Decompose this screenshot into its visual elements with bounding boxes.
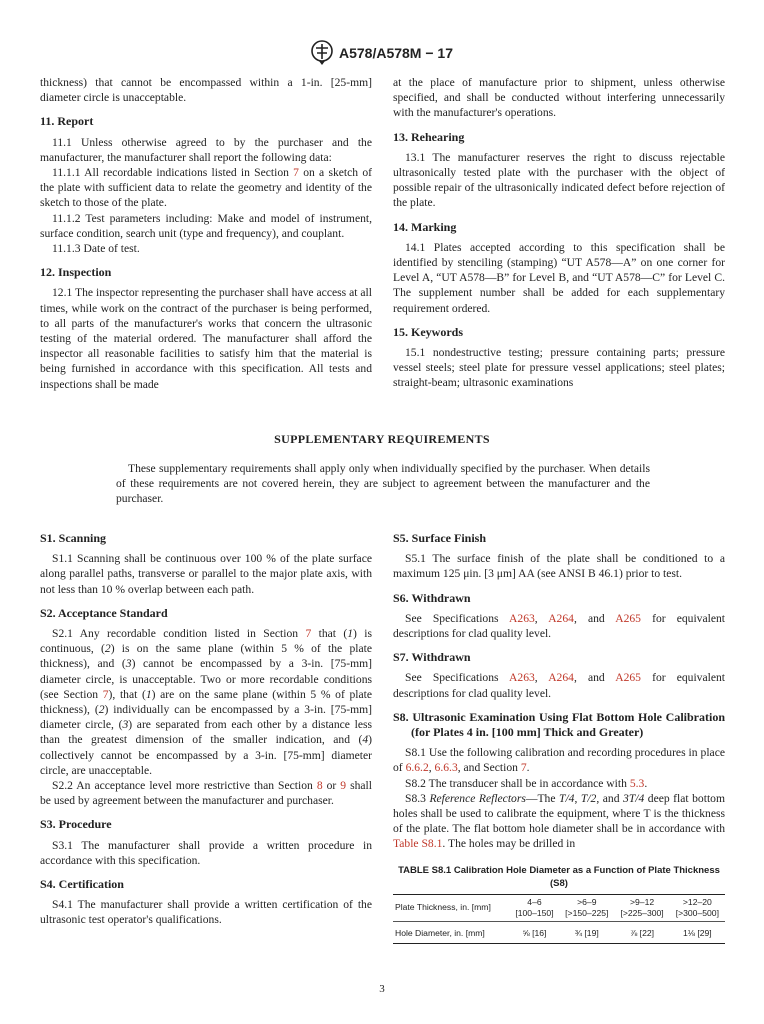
- spec-link[interactable]: A265: [615, 671, 641, 685]
- paragraph-s3-1: S3.1 The manufacturer shall provide a written procedure in accordance with this specification.: [40, 838, 372, 867]
- paragraph-s8-1: S8.1 Use the following calibration and recording procedures in place of 6.6.2, 6.6.3, and Section 7.: [393, 746, 725, 775]
- spec-link[interactable]: A265: [615, 611, 641, 625]
- section-heading-keywords: 15. Keywords: [393, 324, 463, 339]
- table-row: [393, 921, 725, 943]
- paragraph-14-1: 14.1 Plates accepted according to this specification shall be identified by stenciling (stamping) “UT A578—A” on one corner for Level A, “UT A578—B” for Level B, and “UT A578—C” for Level C. The supplement number shall be added for each supplementary requirement ordered.: [393, 240, 725, 315]
- paragraph-13-1: 13.1 The manufacturer reserves the right to discuss rejectable ultrasonically tested plate with the purchaser with the object of possible repair of the ultrasonically indicated defect before rejection of the plate.: [393, 150, 725, 210]
- paragraph-11-1-2: 11.1.2 Test parameters including: Make and model of instrument, surface condition, search unit (type and frequency), and couplant.: [40, 211, 372, 240]
- section-heading-procedure: S3. Procedure: [40, 817, 112, 832]
- continued-paragraph: at the place of manufacture prior to shipment, unless otherwise specified, and shall be conducted without interfering unnecessarily with the manufacturer's operations.: [393, 76, 725, 120]
- table-cell: ⅞ [22]: [614, 921, 669, 943]
- spec-link[interactable]: A264: [548, 611, 574, 625]
- section-heading-marking: 14. Marking: [393, 219, 457, 234]
- section-heading-s8: S8. Ultrasonic Examination Using Flat Bottom Hole Calibration (for Plates 4 in. [100 mm] Thick and Greater): [393, 709, 725, 740]
- paragraph-s6: See Specifications A263, A264, and A265 for equivalent descriptions for clad quality level.: [393, 611, 726, 641]
- bottom-left-column: [40, 531, 372, 928]
- section-heading-report: 11. Report: [40, 114, 94, 129]
- section-link[interactable]: 8: [316, 779, 323, 793]
- continued-paragraph: thickness) that cannot be encompassed within a 1-in. [25-mm] diameter circle is unacceptable.: [40, 76, 372, 105]
- section-link[interactable]: 9: [340, 779, 347, 793]
- section-link[interactable]: 7: [293, 166, 299, 180]
- section-heading-withdrawn-s7: S7. Withdrawn: [393, 650, 471, 665]
- bottom-right-column: [393, 531, 725, 944]
- spec-link[interactable]: A264: [548, 671, 574, 685]
- section-heading-acceptance-standard: S2. Acceptance Standard: [40, 605, 168, 620]
- paragraph-s8-3: S8.3 Reference Reflectors—The T/4, T/2, and 3T/4 deep flat bottom holes shall be used to calibrate the equipment, where T is the thickness of the plate. The flat bottom hole diameter shall be in accordance with Table S8.1. The holes may be drilled in: [393, 791, 725, 851]
- paragraph-s4-1: S4.1 The manufacturer shall provide a written certification of the ultrasonic test operator's qualifications.: [40, 898, 372, 927]
- paragraph-s1-1: S1.1 Scanning shall be continuous over 100 % of the plate surface along parallel paths, transverse or parallel to the major plate axis, with not less than 10 % overlap between each path.: [40, 552, 372, 596]
- row-label: Hole Diameter, in. [mm]: [393, 921, 510, 943]
- page-number: 3: [379, 983, 385, 995]
- spec-link[interactable]: A263: [509, 611, 535, 625]
- table-cell: 4–6 [100–150]: [510, 894, 559, 921]
- section-link[interactable]: 7: [520, 761, 527, 775]
- table-cell: ¾ [19]: [559, 921, 614, 943]
- page-header: [0, 40, 764, 66]
- section-link[interactable]: 7: [305, 627, 312, 641]
- paragraph-s5-1: S5.1 The surface finish of the plate shall be conditioned to a maximum 125 μin. [3 μm] AA (see ANSI B 46.1) prior to test.: [393, 552, 725, 581]
- calibration-table: [393, 894, 725, 944]
- table-cell: ⅝ [16]: [510, 921, 559, 943]
- paragraph-12-1: 12.1 The inspector representing the purchaser shall have access at all times, while work on the contract of the purchaser is being performed, to all parts of the manufacturer's works that concern the ultrasonic testing of the material ordered. The manufacturer shall afford the inspector all reasonable facilities to satisfy him that the material is being furnished in accordance with this specification. All tests and inspections shall be made: [40, 286, 372, 391]
- paragraph-15-1: 15.1 nondestructive testing; pressure containing parts; pressure vessel steels; steel plate for pressure vessel applications; steel plates; straight-beam; ultrasonic examinations: [393, 346, 725, 390]
- section-heading-scanning: S1. Scanning: [40, 531, 107, 545]
- section-heading-rehearing: 13. Rehearing: [393, 129, 465, 144]
- section-heading-withdrawn-s6: S6. Withdrawn: [393, 590, 471, 605]
- paragraph-s2-1: S2.1 Any recordable condition listed in Section 7 that (1) is continuous, (2) is on the same plane (within 5 % of the plate thickness), and (3) cannot be encompassed by a 3-in. [75-mm] diameter circle, is unacceptable. Two or more recordable conditions (see Section 7), that (1) are on the same plane (within 5 % of plate thickness), (2) individually can be encompassed by a 3-in. [75-mm] diameter circle, (3) are separated from each other by a distance less than the greatest dimension of the smaller indication, and (4) collectively cannot be encompassed by a 3-in. [75-mm] diameter circle, are unacceptable.: [40, 627, 373, 777]
- spec-link[interactable]: A263: [509, 671, 535, 685]
- table-title: TABLE S8.1 Calibration Hole Diameter as a Function of Plate Thickness (S8): [398, 864, 720, 889]
- table-cell: >6–9 [>150–225]: [559, 894, 614, 921]
- table-row: [393, 894, 725, 921]
- table-link[interactable]: Table S8.1: [393, 837, 443, 851]
- paragraph-s8-2: S8.2 The transducer shall be in accordance with 5.3.: [405, 776, 648, 790]
- supplementary-title: SUPPLEMENTARY REQUIREMENTS: [274, 432, 490, 446]
- top-right-column: [393, 75, 725, 391]
- section-link[interactable]: 6.6.3: [434, 761, 458, 775]
- row-label: Plate Thickness, in. [mm]: [393, 894, 510, 921]
- paragraph-11-1-1: 11.1.1 All recordable indications listed in Section 7 on a sketch of the plate with sufficient data to relate the geometry and identity of the sketch to those of the plate.: [40, 166, 372, 210]
- paragraph-s2-2: S2.2 An acceptance level more restrictive than Section 8 or 9 shall be used by agreement between the manufacturer and purchaser.: [40, 779, 372, 808]
- paragraph-11-1: 11.1 Unless otherwise agreed to by the purchaser and the manufacturer, the manufacturer shall report the following data:: [40, 135, 372, 164]
- section-link[interactable]: 7: [102, 687, 109, 701]
- section-heading-inspection: 12. Inspection: [40, 265, 112, 280]
- table-cell: 1⅛ [29]: [670, 921, 725, 943]
- document-title: A578/A578M − 17: [338, 45, 454, 61]
- supplementary-intro: These supplementary requirements shall apply only when individually specified by the purchaser. When details of these requirements are not covered herein, they are subject to agreement between the manufacturer and the purchaser.: [116, 462, 650, 506]
- section-heading-certification: S4. Certification: [40, 877, 124, 892]
- paragraph-11-1-3: 11.1.3 Date of test.: [52, 242, 140, 256]
- top-left-column: [40, 75, 372, 392]
- section-heading-surface-finish: S5. Surface Finish: [393, 531, 487, 545]
- section-link[interactable]: 6.6.2: [405, 761, 429, 775]
- section-link[interactable]: 5.3: [629, 776, 645, 790]
- astm-logo-icon: [311, 40, 333, 66]
- table-cell: >9–12 [>225–300]: [614, 894, 669, 921]
- table-cell: >12–20 [>300–500]: [670, 894, 725, 921]
- paragraph-s7: See Specifications A263, A264, and A265 for equivalent descriptions for clad quality level.: [393, 671, 726, 700]
